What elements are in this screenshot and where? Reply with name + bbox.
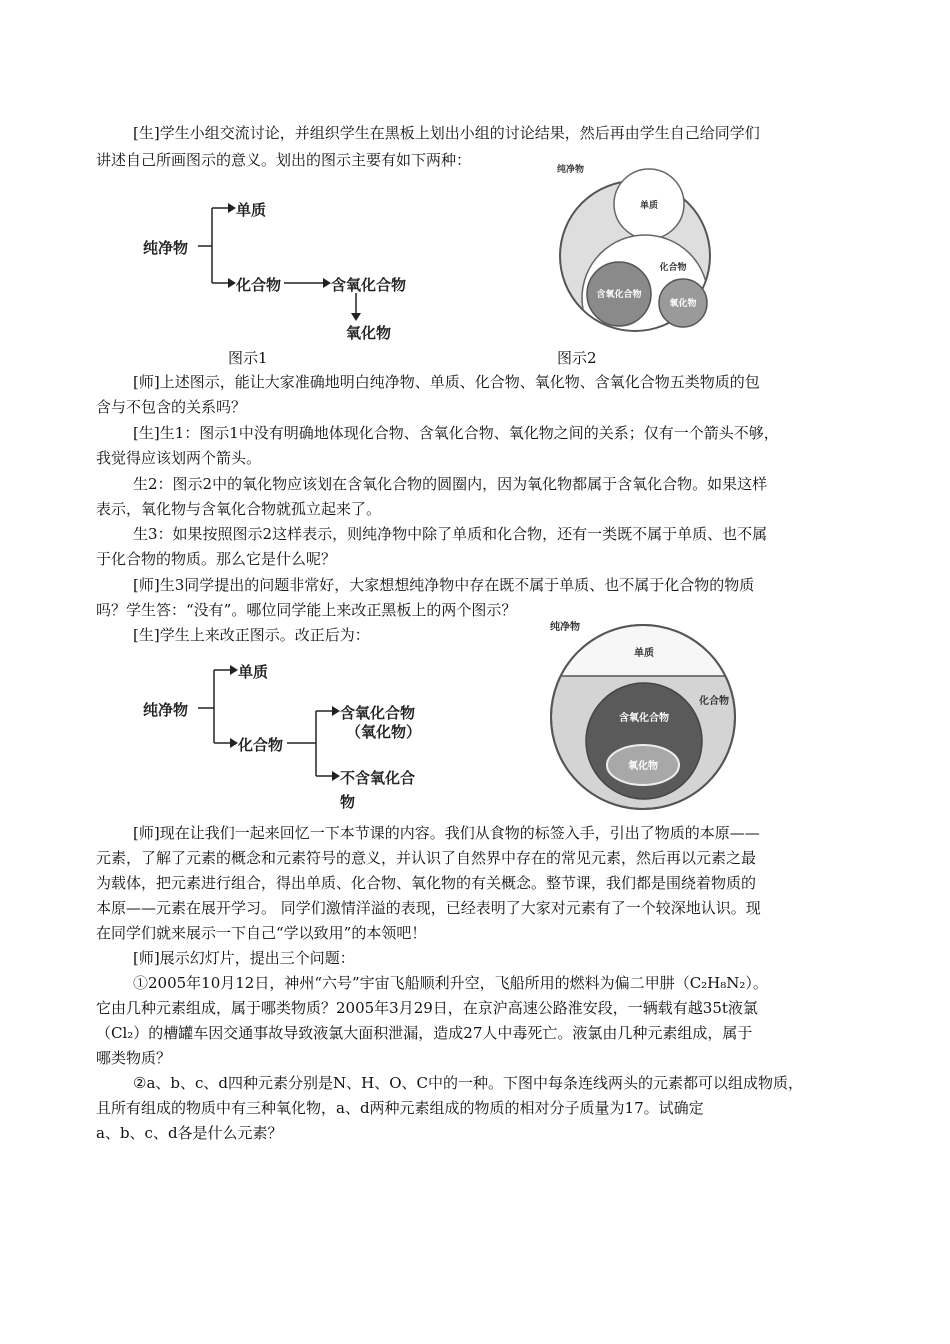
text-line: （Cl₂）的槽罐车因交通事故导致液氯大面积泄漏，造成27人中毒死亡。液氯由几种元素组成，属于 — [96, 1024, 753, 1042]
text-line: [生]学生上来改正图示。改正后为： — [133, 626, 370, 644]
fig1-compound-label: 化合物 — [236, 276, 282, 294]
fig2-oxy-compound-label: 含氧化合物 — [596, 290, 642, 300]
fig3-non-oxy-label-2: 物 — [340, 793, 356, 811]
text-line: ②a、b、c、d四种元素分别是N、H、O、C中的一种。下图中每条连线两头的元素都可以组成物质， — [133, 1074, 803, 1092]
text-line: [生]生1：图示1中没有明确地体现化合物、含氧化合物、氧化物之间的关系；仅有一个箭头不够， — [133, 424, 779, 442]
fig1-single-label: 单质 — [236, 201, 267, 219]
fig3-single-label: 单质 — [238, 663, 269, 681]
fig3-non-oxy-label: 不含氧化合 — [340, 769, 416, 787]
text-line: 元素，了解了元素的概念和元素符号的意义，并认识了自然界中存在的常见元素，然后再以元素之最 — [96, 849, 757, 867]
text-line: [生]学生小组交流讨论，并组织学生在黑板上划出小组的讨论结果，然后再由学生自己给同学们 — [133, 124, 760, 142]
text-line: 含与不包含的关系吗？ — [96, 398, 247, 416]
fig2-caption: 图示2 — [557, 349, 597, 367]
text-line: 哪类物质？ — [96, 1049, 172, 1067]
text-line: 于化合物的物质。那么它是什么呢？ — [96, 550, 337, 568]
text-line: [师]上述图示，能让大家准确地明白纯净物、单质、化合物、氧化物、含氧化合物五类物质的包 — [133, 373, 760, 391]
fig1-root-label: 纯净物 — [143, 239, 189, 257]
fig3-compound-label: 化合物 — [238, 736, 284, 754]
text-line: 且所有组成的物质中有三种氧化物，a、d两种元素组成的物质的相对分子质量为17。试确定 — [96, 1099, 704, 1117]
text-line: 为载体，把元素进行组合，得出单质、化合物、氧化物的有关概念。整节课，我们都是围绕着物质的 — [96, 874, 757, 892]
fig3-oxide-label: （氧化物） — [346, 723, 422, 741]
fig2-outer-label: 纯净物 — [557, 165, 585, 175]
figure-4-svg — [548, 616, 748, 816]
text-line: 生2：图示2中的氧化物应该划在含氧化合物的圆圈内，因为氧化物都属于含氧化合物。如果这样 — [133, 475, 768, 493]
text-line: 讲述自己所画图示的意义。划出的图示主要有如下两种： — [96, 151, 472, 169]
fig3-oxy-compound-label: 含氧化合物 — [340, 704, 416, 722]
fig2-oxide-label: 氧化物 — [669, 299, 697, 309]
text-line: 生3：如果按照图示2这样表示，则纯净物中除了单质和化合物，还有一类既不属于单质、也不属 — [133, 525, 768, 543]
fig4-oxide-label: 氧化物 — [628, 761, 658, 772]
text-line: [师]现在让我们一起来回忆一下本节课的内容。我们从食物的标签入手，引出了物质的本原—— — [133, 824, 760, 842]
fig4-outer-label: 纯净物 — [550, 622, 580, 633]
text-line: 表示，氧化物与含氧化合物就孤立起来了。 — [96, 500, 382, 518]
fig4-compound-label: 化合物 — [699, 696, 729, 707]
text-line: 它由几种元素组成，属于哪类物质？2005年3月29日，在京沪高速公路淮安段，一辆载有越35t液氯 — [96, 999, 758, 1017]
text-line: ①2005年10月12日，神州“六号”宇宙飞船顺利升空，飞船所用的燃料为偏二甲肼（C₂H₈N₂）。 — [133, 974, 768, 992]
text-line: 在同学们就来展示一下自己“学以致用”的本领吧！ — [96, 924, 427, 942]
fig3-root-label: 纯净物 — [143, 701, 189, 719]
fig4-single-label: 单质 — [634, 648, 654, 659]
fig1-oxide-label: 氧化物 — [346, 324, 392, 342]
text-line: [师]生3同学提出的问题非常好，大家想想纯净物中存在既不属于单质、也不属于化合物的物质 — [133, 576, 755, 594]
text-line: [师]展示幻灯片，提出三个问题： — [133, 949, 355, 967]
text-line: 本原——元素在展开学习。 同学们激情洋溢的表现，已经表明了大家对元素有了一个较深地认识。现 — [96, 899, 761, 917]
text-line: 我觉得应该划两个箭头。 — [96, 449, 262, 467]
fig1-caption: 图示1 — [228, 349, 268, 367]
text-line: a、b、c、d各是什么元素？ — [96, 1124, 283, 1142]
fig4-oxy-compound-label: 含氧化合物 — [619, 713, 669, 724]
fig1-oxy-compound-label: 含氧化合物 — [331, 276, 407, 294]
text-line: 吗？学生答：“没有”。哪位同学能上来改正黑板上的两个图示？ — [96, 601, 517, 619]
fig2-compound-label: 化合物 — [659, 263, 687, 273]
fig2-single-label: 单质 — [639, 201, 659, 211]
